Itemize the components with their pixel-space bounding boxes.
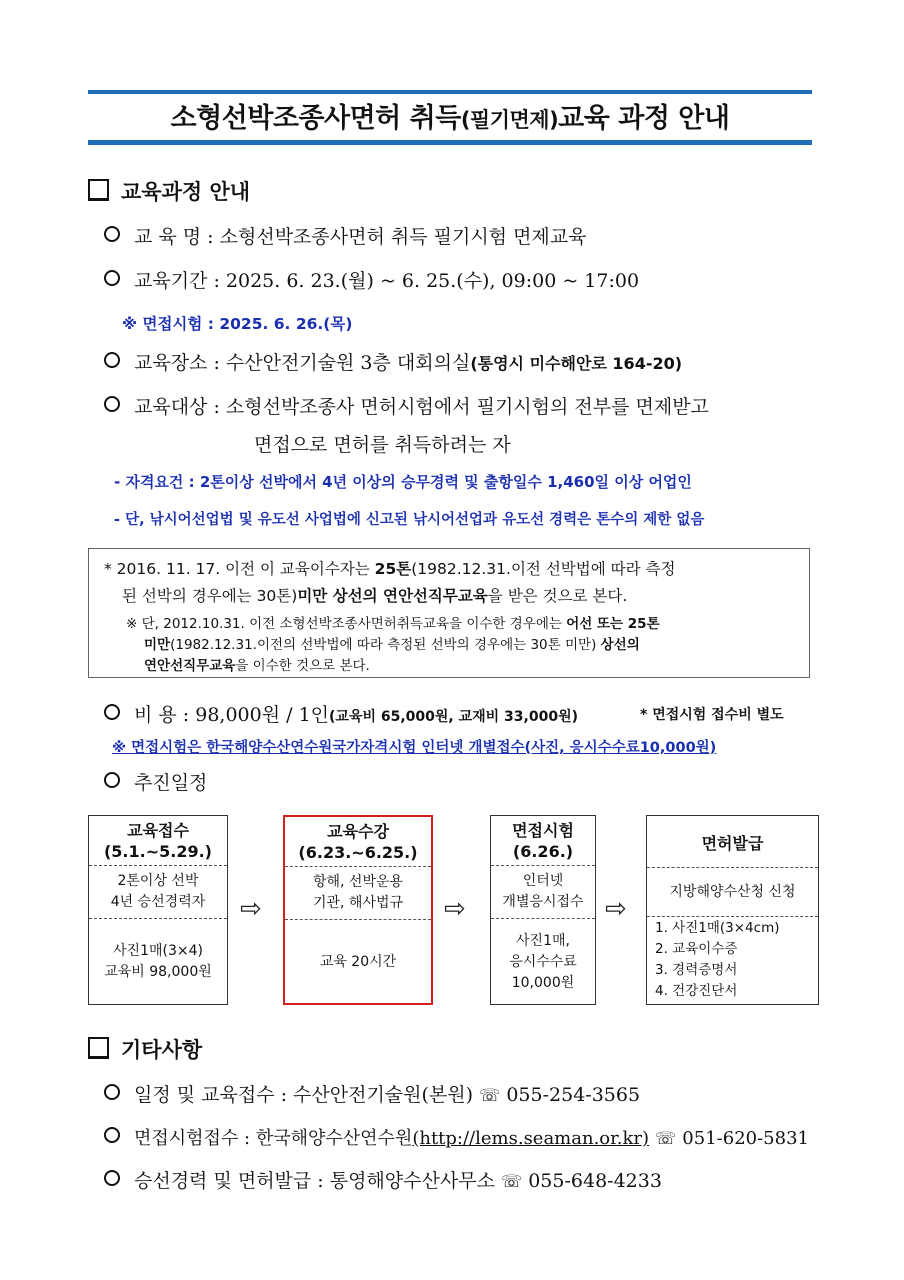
requirement-line-2: - 단, 낚시어선업법 및 유도선 사업법에 신고된 낚시어선업과 유도선 경력은 톤수의 제한 없음	[114, 512, 705, 528]
contact-row-1: 일정 및 교육접수 : 수산안전기술원(본원) ☏ 055-254-3565	[104, 1080, 640, 1107]
course-period-row: 교육기간 : 2025. 6. 23.(월) ~ 6. 25.(수), 09:00 ~ 17:00	[104, 266, 639, 293]
section-heading-etc: 기타사항	[88, 1034, 202, 1064]
circle-bullet-icon	[104, 704, 120, 720]
arrow-right-icon: ⇨	[444, 894, 466, 924]
course-name-row: 교 육 명 : 소형선박조종사면허 취득 필기시험 면제교육	[104, 222, 587, 249]
phone-icon: ☏	[479, 1086, 501, 1106]
arrow-right-icon: ⇨	[605, 894, 627, 924]
checkbox-square-icon	[88, 179, 109, 201]
phone-icon: ☏	[655, 1129, 677, 1149]
fee-extra-note: * 면접시험 접수비 별도	[640, 707, 784, 723]
page-title: 소형선박조종사면허 취득(필기면제)교육 과정 안내	[170, 103, 730, 134]
circle-bullet-icon	[104, 772, 120, 788]
circle-bullet-icon	[104, 226, 120, 242]
note-main: * 2016. 11. 17. 이전 이 교육이수자는 25톤(1982.12.31.이전 선박법에 따라 측정 된 선박의 경우에는 30톤)미만 상선의 연안선직무교육을 받은 것으로 본다.	[104, 560, 676, 605]
step-license: 면허발급 지방해양수산청 신청 1. 사진1매(3×4cm) 2. 교육이수증 3. 경력증명서 4. 건강진단서	[646, 815, 819, 1005]
interview-date-note: ※ 면접시험 : 2025. 6. 26.(목)	[122, 315, 353, 333]
fee-row: 비 용 : 98,000원 / 1인(교육비 65,000원, 교재비 33,000원)	[104, 700, 578, 727]
course-target-line2: 면접으로 면허를 취득하려는 자	[254, 434, 511, 456]
note-sub: ※ 단, 2012.10.31. 이전 소형선박조종사면허취득교육을 이수한 경우에는 어선 또는 25톤 미만(1982.12.31.이전의 선박법에 따라 측정된 선박의 경우에는 30톤 미만) 상선의 연안선직무교육을 이수한 것으로 본다.	[126, 616, 660, 674]
circle-bullet-icon	[104, 1127, 120, 1143]
circle-bullet-icon	[104, 396, 120, 412]
section-heading-course: 교육과정 안내	[88, 176, 250, 206]
exam-site-link[interactable]: (http://lems.seaman.or.kr)	[412, 1128, 650, 1149]
course-place-row: 교육장소 : 수산안전기술원 3층 대회의실(통영시 미수해안로 164-20)	[104, 348, 682, 375]
arrow-right-icon: ⇨	[240, 894, 262, 924]
circle-bullet-icon	[104, 270, 120, 286]
checkbox-square-icon	[88, 1037, 109, 1059]
requirement-line-1: - 자격요건 : 2톤이상 선박에서 4년 이상의 승무경력 및 출항일수 1,460일 이상 어업인	[114, 473, 692, 491]
course-target-row: 교육대상 : 소형선박조종사 면허시험에서 필기시험의 전부를 면제받고	[104, 392, 709, 419]
phone-icon: ☏	[500, 1172, 523, 1192]
schedule-row: 추진일정	[104, 768, 207, 795]
contact-row-3: 승선경력 및 면허발급 : 통영해양수산사무소 ☏ 055-648-4233	[104, 1166, 662, 1193]
contact-row-2: 면접시험접수 : 한국해양수산연수원(http://lems.seaman.or.kr) ☏ 051-620-5831	[104, 1124, 809, 1150]
step-interview: 면접시험 (6.26.) 인터넷 개별응시접수 사진1매, 응시수수료 10,000원	[490, 815, 596, 1005]
circle-bullet-icon	[104, 352, 120, 368]
step-education: 교육수강 (6.23.~6.25.) 항해, 선박운용 기관, 해사법규 교육 20시간	[283, 815, 433, 1005]
fee-interview-note: ※ 면접시험은 한국해양수산연수원국가자격시험 인터넷 개별접수(사진, 응시수수료10,000원)	[112, 740, 717, 756]
circle-bullet-icon	[104, 1084, 120, 1100]
step-application: 교육접수 (5.1.~5.29.) 2톤이상 선박 4년 승선경력자 사진1매(3×4) 교육비 98,000원	[88, 815, 228, 1005]
circle-bullet-icon	[104, 1170, 120, 1186]
